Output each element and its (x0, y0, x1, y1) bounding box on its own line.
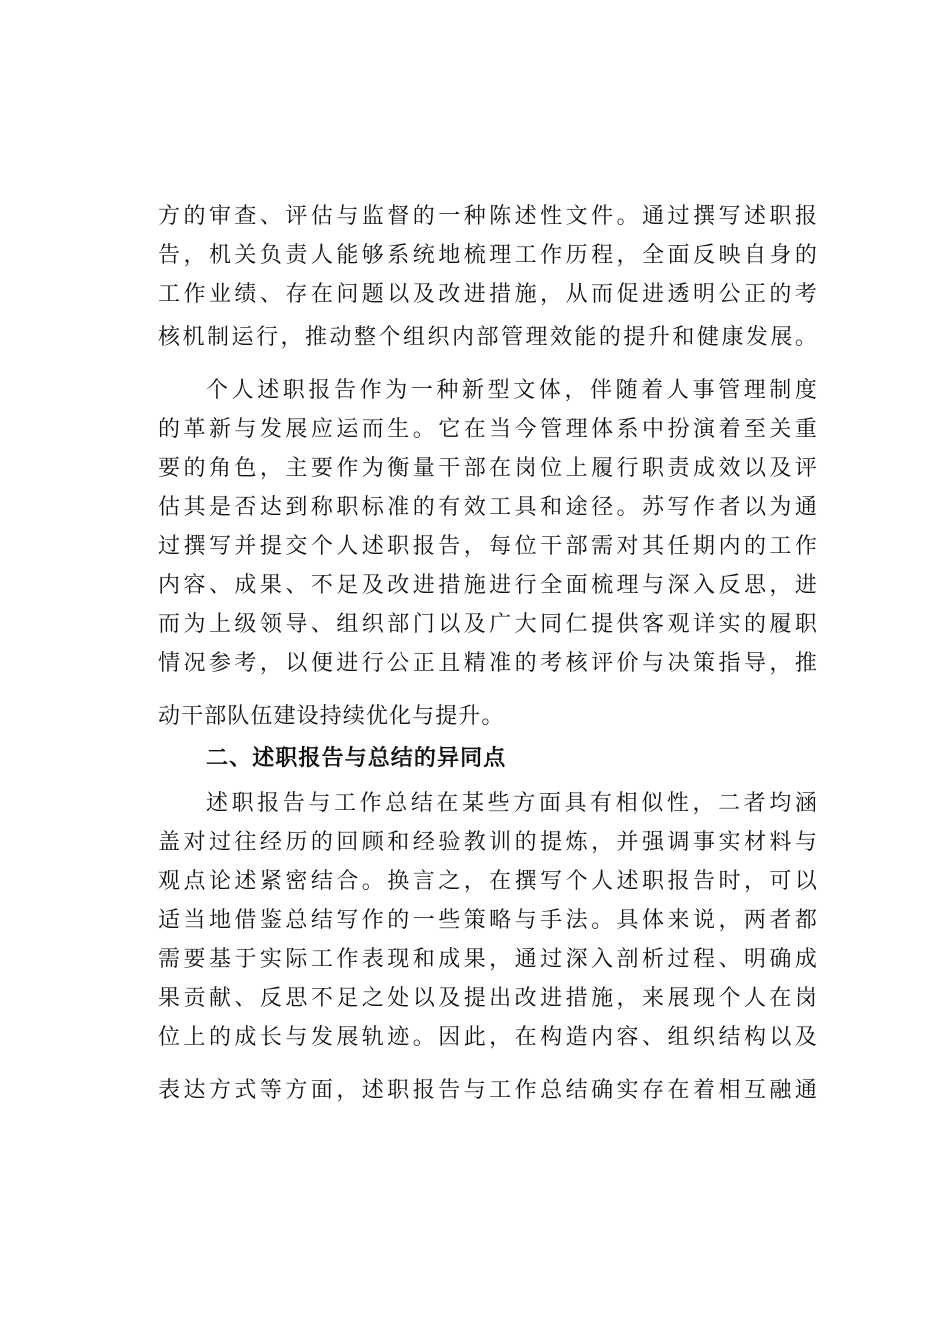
paragraph-2-line-3: 要的角色，主要作为衡量干部在岗位上履行职责成效以及评 (158, 456, 818, 481)
paragraph-2-line-2: 的革新与发展应运而生。它在当今管理体系中扮演着至关重 (158, 417, 818, 442)
paragraph-3-line-6: 果贡献、反思不足之处以及提出改进措施，来展现个人在岗 (158, 986, 818, 1011)
paragraph-1-line-3: 工作业绩、存在问题以及改进措施，从而促进透明公正的考 (158, 282, 818, 307)
paragraph-3-line-1: 述职报告与工作总结在某些方面具有相似性，二者均涵 (206, 791, 818, 816)
paragraph-2-line-1: 个人述职报告作为一种新型文体，伴随着人事管理制度 (206, 378, 818, 403)
paragraph-2-line-5: 过撰写并提交个人述职报告，每位干部需对其任期内的工作 (158, 534, 818, 559)
paragraph-1-line-4: 核机制运行，推动整个组织内部管理效能的提升和健康发展。 (158, 325, 818, 350)
paragraph-1-line-2: 告，机关负责人能够系统地梳理工作历程，全面反映自身的 (158, 243, 818, 268)
paragraph-3-line-7: 位上的成长与发展轨迹。因此，在构造内容、组织结构以及 (158, 1025, 818, 1050)
paragraph-2-line-9: 动干部队伍建设持续优化与提升。 (158, 704, 505, 729)
paragraph-1-line-1: 方的审查、评估与监督的一种陈述性文件。通过撰写述职报 (158, 204, 818, 229)
paragraph-3-line-5: 需要基于实际工作表现和成果，通过深入剖析过程、明确成 (158, 947, 818, 972)
paragraph-3-line-2: 盖对过往经历的回顾和经验教训的提炼，并强调事实材料与 (158, 830, 818, 855)
paragraph-3-line-3: 观点论述紧密结合。换言之，在撰写个人述职报告时，可以 (158, 869, 818, 894)
paragraph-2-line-4: 估其是否达到称职标准的有效工具和途径。苏写作者以为通 (158, 495, 818, 520)
paragraph-2-line-7: 而为上级领导、组织部门以及广大同仁提供客观详实的履职 (158, 612, 818, 637)
paragraph-2-line-8: 情况参考，以便进行公正且精准的考核评价与决策指导，推 (158, 651, 818, 676)
paragraph-3-line-8: 表达方式等方面，述职报告与工作总结确实存在着相互融通 (158, 1078, 818, 1103)
section-heading: 二、述职报告与总结的异同点 (206, 746, 507, 771)
paragraph-2-line-6: 内容、成果、不足及改进措施进行全面梳理与深入反思，进 (158, 573, 818, 598)
paragraph-3-line-4: 适当地借鉴总结写作的一些策略与手法。具体来说，两者都 (158, 908, 818, 933)
